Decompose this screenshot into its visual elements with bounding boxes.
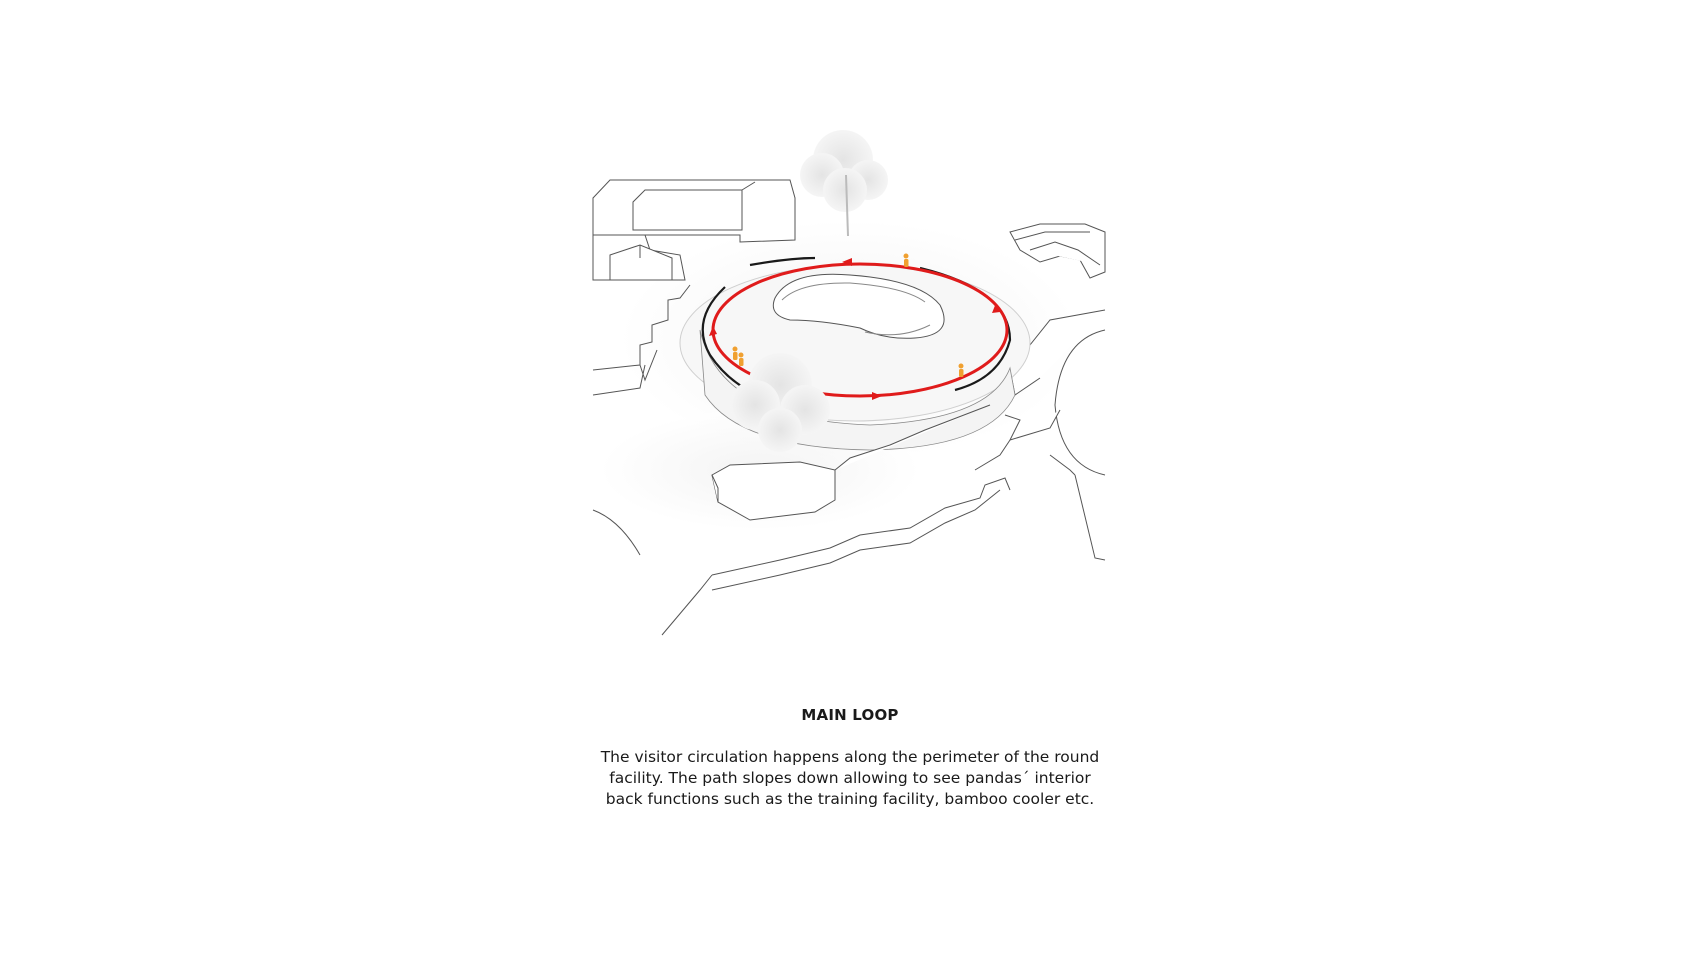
person-icon [959, 364, 964, 378]
diagram-title: MAIN LOOP [801, 706, 899, 724]
caption-line: The visitor circulation happens along the perimeter of the round [600, 748, 1100, 766]
person-icon [739, 353, 744, 367]
caption-line: facility. The path slopes down allowing to see pandas´ interior [609, 769, 1091, 787]
person-icon [904, 254, 909, 268]
site-axonometric-diagram [590, 115, 1110, 645]
person-icon [733, 347, 738, 361]
diagram-caption [0, 747, 1700, 810]
caption-line: back functions such as the training facility, bamboo cooler etc. [605, 790, 1095, 808]
